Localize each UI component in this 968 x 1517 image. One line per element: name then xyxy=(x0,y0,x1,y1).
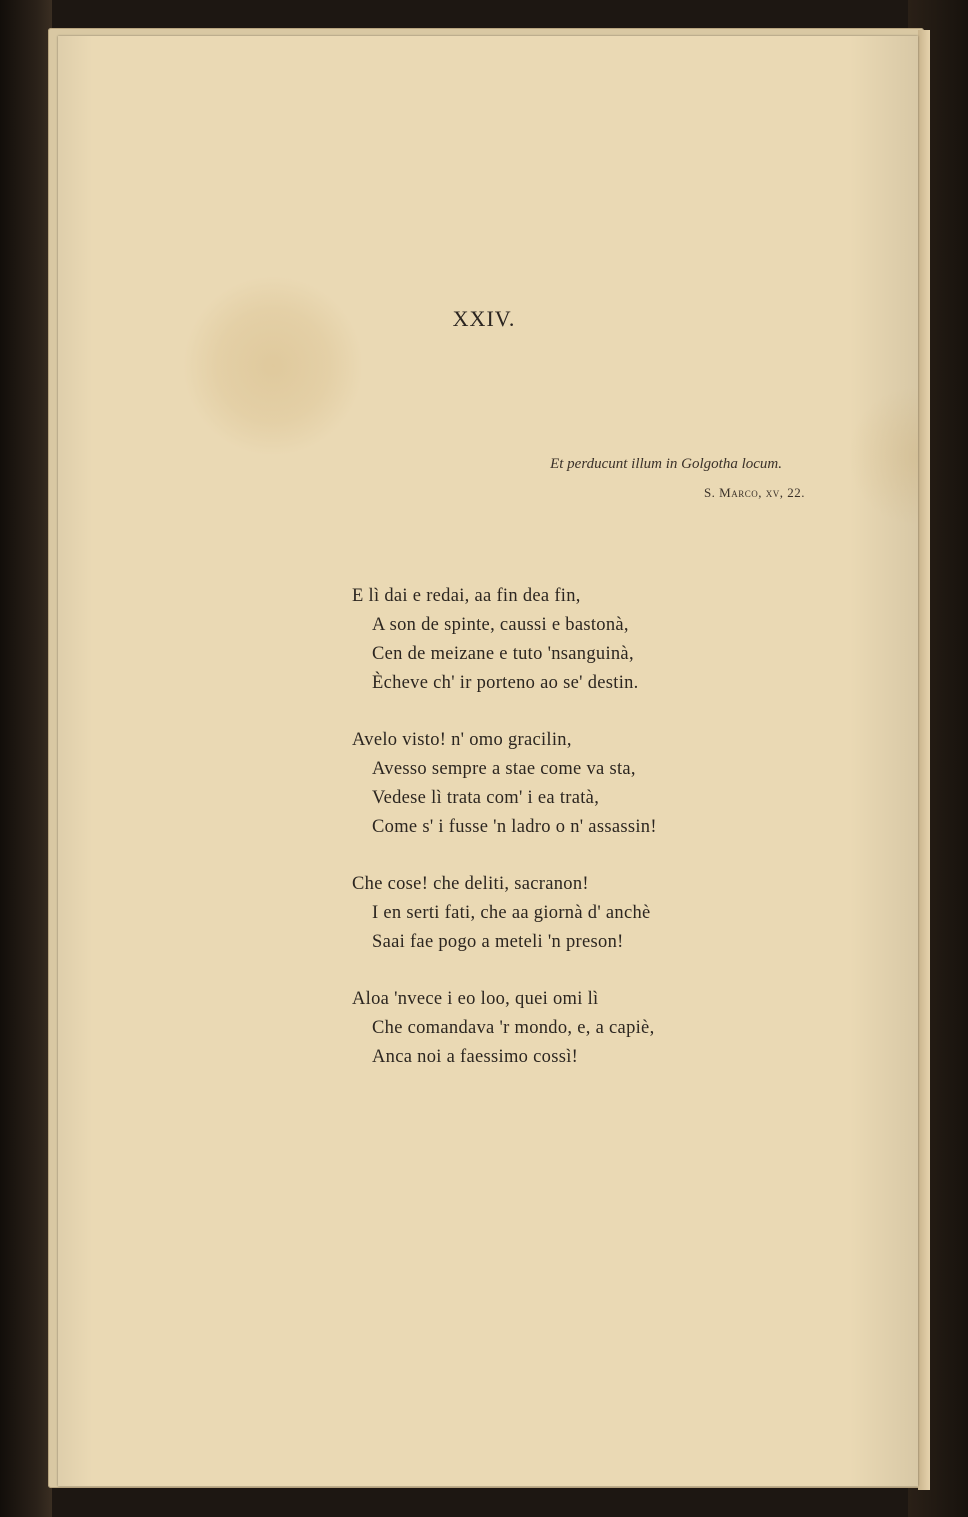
epigraph-source: S. Marco, xv, 22. xyxy=(703,485,805,500)
stanza-2 xyxy=(352,726,772,842)
poem-line: A son de spinte, caussi e bastonà, xyxy=(372,615,629,635)
poem-line: Avesso sempre a stae come va sta, xyxy=(372,759,636,779)
poem-line: Come s' i fusse 'n ladro o n' assassin! xyxy=(372,817,657,837)
stanza-4 xyxy=(352,985,772,1072)
poem-line: E lì dai e redai, aa fin dea fin, xyxy=(352,586,581,606)
next-page-edge xyxy=(918,30,930,1490)
poem-line: Che cose! che deliti, sacranon! xyxy=(352,874,589,894)
poem-line: Aloa 'nvece i eo loo, quei omi lì xyxy=(352,989,599,1009)
stanza-3 xyxy=(352,870,772,957)
poem-line: Saai fae pogo a meteli 'n preson! xyxy=(372,932,624,952)
poem-line: Anca noi a faessimo cossì! xyxy=(372,1047,579,1067)
book-gutter-shadow xyxy=(0,0,52,1517)
poem-line: Ècheve ch' ir porteno ao se' destin. xyxy=(372,673,639,693)
epigraph-quote: Et perducunt illum in Golgotha locum. xyxy=(550,456,782,472)
poem-line: Cen de meizane e tuto 'nsanguinà, xyxy=(372,644,634,664)
poem-line: I en serti fati, che aa giornà d' anchè xyxy=(372,903,651,923)
poem-line: Vedese lì trata com' i ea tratà, xyxy=(372,788,600,808)
poem-line: Avelo visto! n' omo gracilin, xyxy=(352,730,572,750)
poem xyxy=(352,582,772,1100)
chapter-number: XXIV. xyxy=(452,306,516,331)
poem-line: Che comandava 'r mondo, e, a capiè, xyxy=(372,1018,655,1038)
stanza-1 xyxy=(352,582,772,698)
